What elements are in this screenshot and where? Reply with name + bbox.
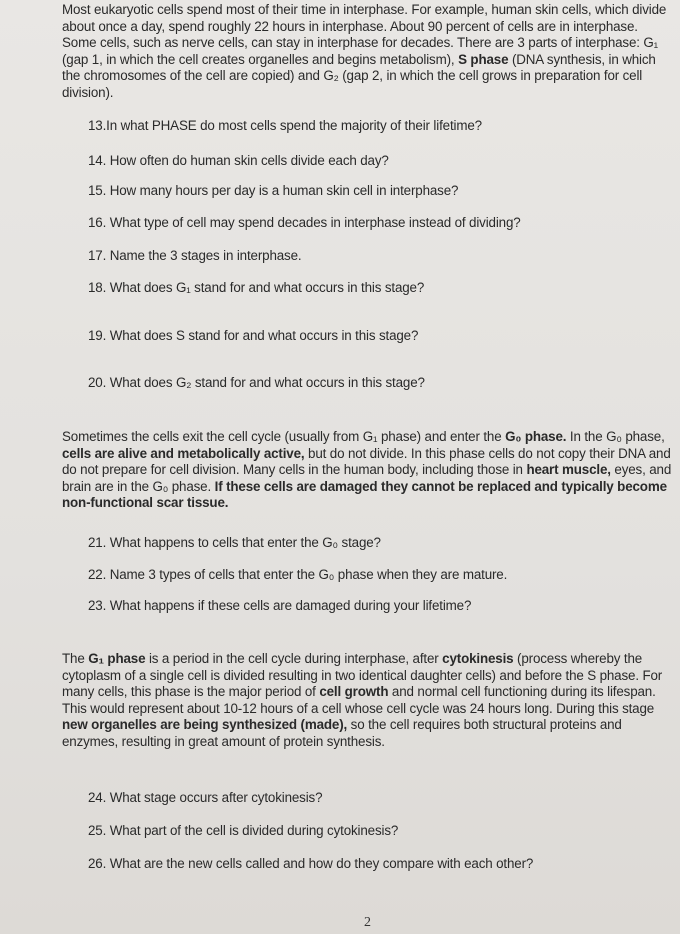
question-14: 14. How often do human skin cells divide each day?: [88, 153, 389, 168]
g0-paragraph-bold-7: If these cells are damaged they cannot be replaced and typically become non-functional scar tissue.: [62, 478, 667, 510]
g0-paragraph-bold-3: cells are alive and metabolically active,: [62, 445, 305, 461]
g1-phase-paragraph: The G₁ phase is a period in the cell cycle during interphase, after cytokinesis (process whereby the cytoplasm of a single cell is divided resulting in two identical daughter cells) and before the S phase. For many cells, this phase is the major period of cell growth and normal cell functioning during its lifespan. This would represent about 10-12 hours of a cell whose cell cycle was 24 hours long. During this stage new organelles are being synthesized (made), so the cell requires both structural proteins and enzymes, resulting in great amount of protein synthesis.: [62, 651, 663, 749]
question-15: 15. How many hours per day is a human skin cell in interphase?: [88, 183, 459, 198]
g1-paragraph-bold-1: G₁ phase: [88, 651, 146, 666]
question-17: 17. Name the 3 stages in interphase.: [88, 248, 302, 263]
g0-phase-paragraph: Sometimes the cells exit the cell cycle (usually from G₁ phase) and enter the G₀ phase. In the G₀ phase, cells are alive and metabolically active, but do not divide. In this phase cells do not copy their DNA and do not prepare for cell division. Many cells in the human body, including those in heart muscle, eyes, and brain are in the G₀ phase. If these cells are damaged they cannot be replaced and typically become non-functional scar tissue.: [62, 429, 672, 510]
interphase-intro-paragraph: Most eukaryotic cells spend most of their time in interphase. For example, human skin cells, which divide about once a day, spend roughly 22 hours in interphase. About 90 percent of cells are in interphase. Some cells, such as nerve cells, can stay in interphase for decades. There are 3 parts of interphase: G₁ (gap 1, in which the cell creates organelles and begins metabolism), S phase (DNA synthesis, in which the chromosomes of the cell are copied) and G₂ (gap 2, in which the cell grows in preparation for cell division).: [62, 2, 667, 100]
g1-paragraph-bold-7: new organelles are being synthesized (made),: [62, 717, 348, 732]
question-21: 21. What happens to cells that enter the G₀ stage?: [88, 535, 381, 550]
page-number: 2: [364, 915, 371, 930]
question-24: 24. What stage occurs after cytokinesis?: [88, 790, 323, 805]
question-16: 16. What type of cell may spend decades in interphase instead of dividing?: [88, 215, 521, 230]
question-20: 20. What does G₂ stand for and what occurs in this stage?: [88, 375, 425, 390]
intro-paragraph-bold-1: S phase: [458, 51, 509, 67]
g0-paragraph-bold-1: G₀ phase.: [505, 429, 567, 444]
question-22: 22. Name 3 types of cells that enter the G₀ phase when they are mature.: [88, 567, 508, 582]
question-23: 23. What happens if these cells are damaged during your lifetime?: [88, 598, 472, 613]
question-25: 25. What part of the cell is divided during cytokinesis?: [88, 823, 399, 838]
question-13: 13.In what PHASE do most cells spend the majority of their lifetime?: [88, 118, 482, 133]
question-18: 18. What does G₁ stand for and what occurs in this stage?: [88, 280, 425, 295]
g0-paragraph-bold-5: heart muscle,: [526, 462, 611, 477]
g1-paragraph-bold-3: cytokinesis: [442, 651, 514, 666]
question-26: 26. What are the new cells called and how do they compare with each other?: [88, 856, 534, 871]
question-19: 19. What does S stand for and what occurs in this stage?: [88, 328, 419, 343]
g1-paragraph-bold-5: cell growth: [319, 684, 389, 699]
